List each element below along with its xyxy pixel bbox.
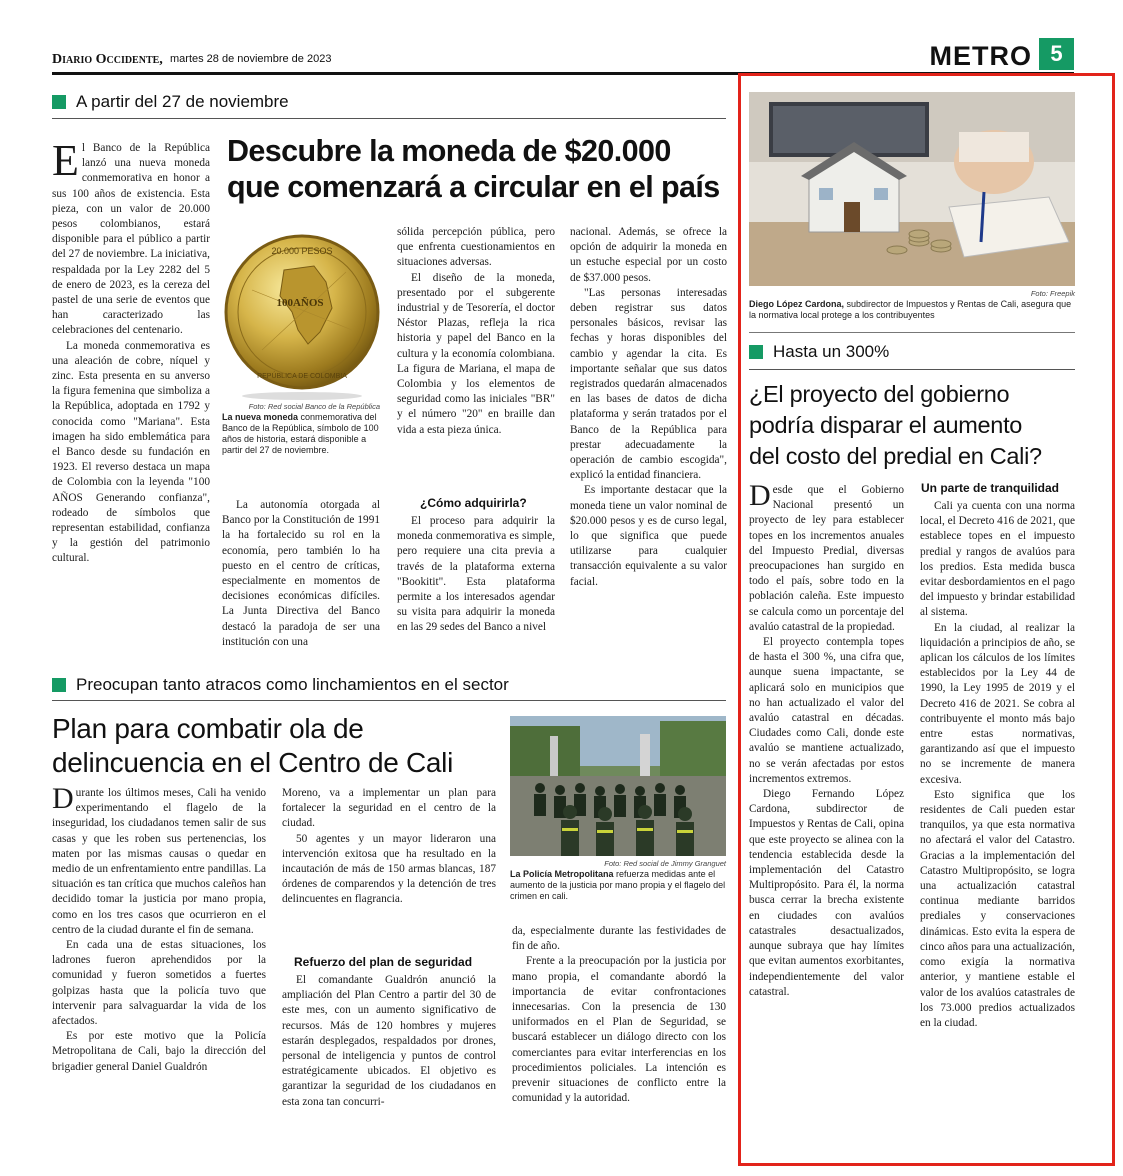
article1-headline [227,133,727,205]
paragraph: Cali ya cuenta con una norma local, el Decreto 416 de 2021, que establece topes en el impuesto predial y rangos de avalúos para los predios. Esta medida busca evitar desbordamientos en el pago del impuesto y brindar estabilidad al sistema. [920,500,1075,619]
paragraph: Frente a la preocupación por la justicia por mano propia, el comandante abordó la importancia de evitar confrontaciones innecesarias. Con la presencia de 130 uniformados en el Plan de Seguridad, se buscará establecer un diálogo directo con los comerciantes para evitar interferencias en los procedimientos policiales. La intención es prevenir situaciones de conflicto entre la comunidad y la autoridad. [512,955,726,1105]
photo-caption [222,412,380,456]
headline-line: delincuencia en el Centro de Cali [52,747,454,778]
coin-text-bottom: REPÚBLICA DE COLOMBIA [257,373,347,380]
subhead: Un parte de tranquilidad [921,481,1060,495]
masthead-title: Diario Occidente, [52,52,163,67]
article1-col3-bottom [397,514,555,636]
paragraph: "Las personas interesadas deben registrar sus datos personales básicos, revisar las fechas y horas disponibles del cambio y agendar la cita. Es importante señalar que sus datos registrados quedarán almacenados en las bases de datos de dicha plataforma y serán tratados por el Banco de la República para prestar adecuadamente la operación de cambio escogida", explicó la entidad financiera. [570,286,727,482]
house-photo [749,92,1075,286]
caption-text: subdirector de Impuestos y Rentas de Cali, asegura que la normativa local protege a los contribuyentes [749,299,1072,320]
paragraph: En cada una de estas situaciones, los ladrones fueron aprehendidos por la comunidad y fueron sometidos a fuertes golpizas hasta que la policía tuvo que intervenir para salvaguardar la vida de los afectados. [52,939,266,1028]
photo-caption [749,299,1075,321]
paragraph: sólida percepción pública, pero que enfrenta cuestionamientos en situaciones adversas. [397,226,555,269]
section-square-icon [52,678,66,692]
page-number: 5 [1039,38,1074,70]
issue-date: martes 28 de noviembre de 2023 [170,53,332,65]
coin-text-center: 100AÑOS [276,297,324,309]
subhead: ¿Cómo adquirirla? [420,496,527,510]
paragraph: da, especialmente durante las festividades de fin de año. [512,925,726,953]
article2-col3 [512,924,726,1106]
paragraph: Es por este motivo que la Policía Metropolitana de Cali, bajo la dirección del brigadier general Daniel Gualdrón [52,1030,266,1073]
photo-credit: Foto: Red social de Jimmy Granguet [604,859,726,868]
police-photo [510,716,726,856]
headline-line: del costo del predial en Cali? [749,443,1042,469]
kicker-rule [52,118,726,119]
article2-col2-top [282,786,496,908]
paragraph: Moreno, va a implementar un plan para fortalecer la seguridad en el centro de la ciudad. [282,787,496,830]
subhead: Refuerzo del plan de seguridad [294,955,473,969]
paragraph: urante los últimos meses, Cali ha venido experimentando el flagelo de la inseguridad, los ciudadanos temen salir de sus casas y que les roben sus pertenencias, los maten por las mismas causas o quedar en medio de un enfrentamiento entre pandillas. La situación es tan crítica que muchos caleños han decidido tomar la justicia por mano propia, como en los tres casos que ocurrieron en el centro de la ciudad durante el fin de semana. [52,787,266,936]
paragraph: El diseño de la moneda, presentado por el subgerente industrial y de Tesorería, el doctor Néstor Plazas, refleja la rica historia y papel del Banco en la cultura y la economía colombiana. La figura de Mariana, el mapa de Colombia y los elementos de seguridad como las iniciales "BR" y el número "20" en braille dan vida a esta pieza única. [397,271,555,436]
kicker-text: A partir del 27 de noviembre [76,92,289,111]
article3-headline [749,379,1079,472]
headline-line: podría disparar el aumento [749,412,1023,438]
article1-col2-bottom [222,498,380,650]
headline-line: Descubre la moneda de $20.000 [227,134,671,168]
article1-col3 [397,225,555,438]
article1-kicker [52,92,289,112]
paragraph: l Banco de la República lanzó una nueva moneda conmemorativa en honor a sus 100 años de existencia. Esta pieza, con un valor de 20.000 pesos colombianos, estará disponible para el público a partir del 27 de noviembre. La iniciativa, respaldada por la Ley 2282 del 5 de enero de 2023, es la cereza del pastel de una serie de eventos que han caracterizado las celebraciones del centenario. [52,142,210,337]
caption-text: refuerza medidas ante el aumento de la justicia por mano propia y el flagelo del crimen en cali. [510,869,726,901]
masthead-bar [52,41,1074,74]
caption-bold: La Policía Metropolitana [510,869,614,879]
kicker-rule [749,369,1075,370]
paragraph: En la ciudad, al realizar la liquidación a principios de año, se aplican los cálculos de los límites establecidos por la Ley 44 de 1990, la Ley 1995 de 2019 y el Decreto 416 de 2021. Se cobra al contribuyente el monto más bajo entre estas normativas, garantizando así que el impuesto no se incremente de manera excesiva. [920,621,1075,786]
article3-col2 [920,499,1075,1031]
kicker-text: Hasta un 300% [773,342,890,361]
article1-col4 [570,225,727,590]
dropcap: D [749,479,771,512]
paragraph: esde que el Gobierno Nacional presentó un proyecto de ley para establecer topes en los incrementos anuales del Impuesto Predial, diversas preocupaciones han surgido en todo el país, sobre todo en la población caleña. Este impuesto se calcula como un porcentaje del avalúo catastral de la propiedad. [749,484,904,633]
coin-text-top: 20.000 PESOS [271,246,333,256]
kicker-text: Preocupan tanto atracos como linchamientos en el sector [76,675,509,694]
paragraph: El proceso para adquirir la moneda conmemorativa es simple, pero requiere una cita previa a través de la plataforma externa "Bookitit". Esta plataforma permite a los interesados agendar su visita para adquirir la moneda en las 29 sedes del Banco a nivel [397,515,555,634]
coin-image [222,220,380,400]
article3-col1 [749,479,904,1000]
section-name: METRO [929,41,1032,71]
dropcap: D [52,782,74,815]
headline-line: que comenzará a circular en el país [227,170,720,204]
dropcap: E [52,136,79,185]
headline-line: ¿El proyecto del gobierno [749,381,1010,407]
paragraph: Esto significa que los residentes de Cali pueden estar tranquilos, ya que esta normativa no afectará el valor del Catastro. Gracias a la implementación del Catastro Multipropósito, se logra una actualización catastral continua mediante barridos prediales y conservaciones dinámicas. Esto evita la espera de cinco años para una actualización, como exigía la normativa anterior, y mantiene estable el valor de los avalúos catastrales de los 73.000 predios actualizados en la ciudad. [920,788,1075,1029]
paragraph: La autonomía otorgada al Banco por la Constitución de 1991 la ha fortalecido su rol en la economía, pero también lo ha puesto en el centro de críticas, especialmente en momentos de decisiones económicas difíciles. La Junta Directiva del Banco destacó la paradoja de ser una institución con una [222,499,380,648]
section-square-icon [52,95,66,109]
caption-rule [749,332,1075,333]
photo-credit: Foto: Freepik [1030,289,1075,298]
police-parade-illustration [510,716,726,856]
article3-kicker [749,342,889,362]
article2-col2-bottom [282,973,496,1110]
house-coins-illustration [749,92,1075,286]
caption-bold: Diego López Cardona, [749,299,845,309]
article1-col1 [52,136,210,567]
article2-headline [52,712,502,780]
paragraph: La moneda conmemorativa es una aleación de cobre, níquel y zinc. Esta presenta en su anverso la figura femenina que simboliza a la República, adoptada en 1792 y conocida como "Mariana". Esta imagen ha sido emblemática para el Banco desde su fundación en 1923. El reverso destaca un mapa de Colombia con la leyenda "100 AÑOS Generando confianza", rodeado de símbolos que representan estabilidad, confianza y la gestión del patrimonio cultural. [52,339,210,565]
article2-kicker [52,675,509,695]
photo-caption [510,869,726,902]
paragraph: El proyecto contempla topes de hasta el 300 %, una cifra que, aunque suena impactante, se aplicará solo en municipios que no han actualizado el valor del avalúo catastral en décadas. Ciudades como Cali, donde este avalúo se mantiene actualizado, no se verán afectadas por estos incrementos extremos. [749,636,904,785]
caption-text: conmemorativa del Banco de la República, símbolo de 100 años de historia, estará disponible a partir del 27 de noviembre. [222,412,379,455]
section-square-icon [749,345,763,359]
paragraph: El comandante Gualdrón anunció la ampliación del Plan Centro a partir del 30 de este mes, con un aumento significativo de recursos. Más de 120 hombres y mujeres estarán desplegados, respaldados por drones, personal de inteligencia y puntos de control estratégicamente ubicados. El objetivo es garantizar la seguridad de los ciudadanos en esta zona tan concurri- [282,974,496,1108]
article2-col1 [52,782,266,1075]
paragraph: Es importante destacar que la moneda tiene un valor nominal de $20.000 pesos y es de curso legal, lo que significa que puede utilizarse para cualquier transacción equivalente a su valor facial. [570,484,727,588]
paragraph: Diego Fernando López Cardona, subdirector de Impuestos y Rentas de Cali, opina que este proyecto se alinea con la tendencia establecida desde la implementación del Catastro Multipropósito. Para él, la norma busca cerrar la brecha existente en ciudades con avalúos catastrales desactualizados, aunque subraya que hay límites que evitan aumentos exorbitantes, independientemente del valor catastral. [749,788,904,998]
caption-bold: La nueva moneda [222,412,299,422]
kicker-rule [52,700,726,701]
paragraph: nacional. Además, se ofrece la opción de adquirir la moneda en un estuche especial por un costo de $37.000 pesos. [570,226,727,284]
photo-credit: Foto: Red social Banco de la República [248,402,380,411]
paragraph: 50 agentes y un mayor lideraron una intervención exitosa que ha resultado en la incautación de más de 150 armas blancas, 187 órdenes de comparendos y la detención de tres delincuentes en flagrancia. [282,832,496,906]
headline-line: Plan para combatir ola de [52,713,364,744]
coin-illustration [222,220,380,400]
